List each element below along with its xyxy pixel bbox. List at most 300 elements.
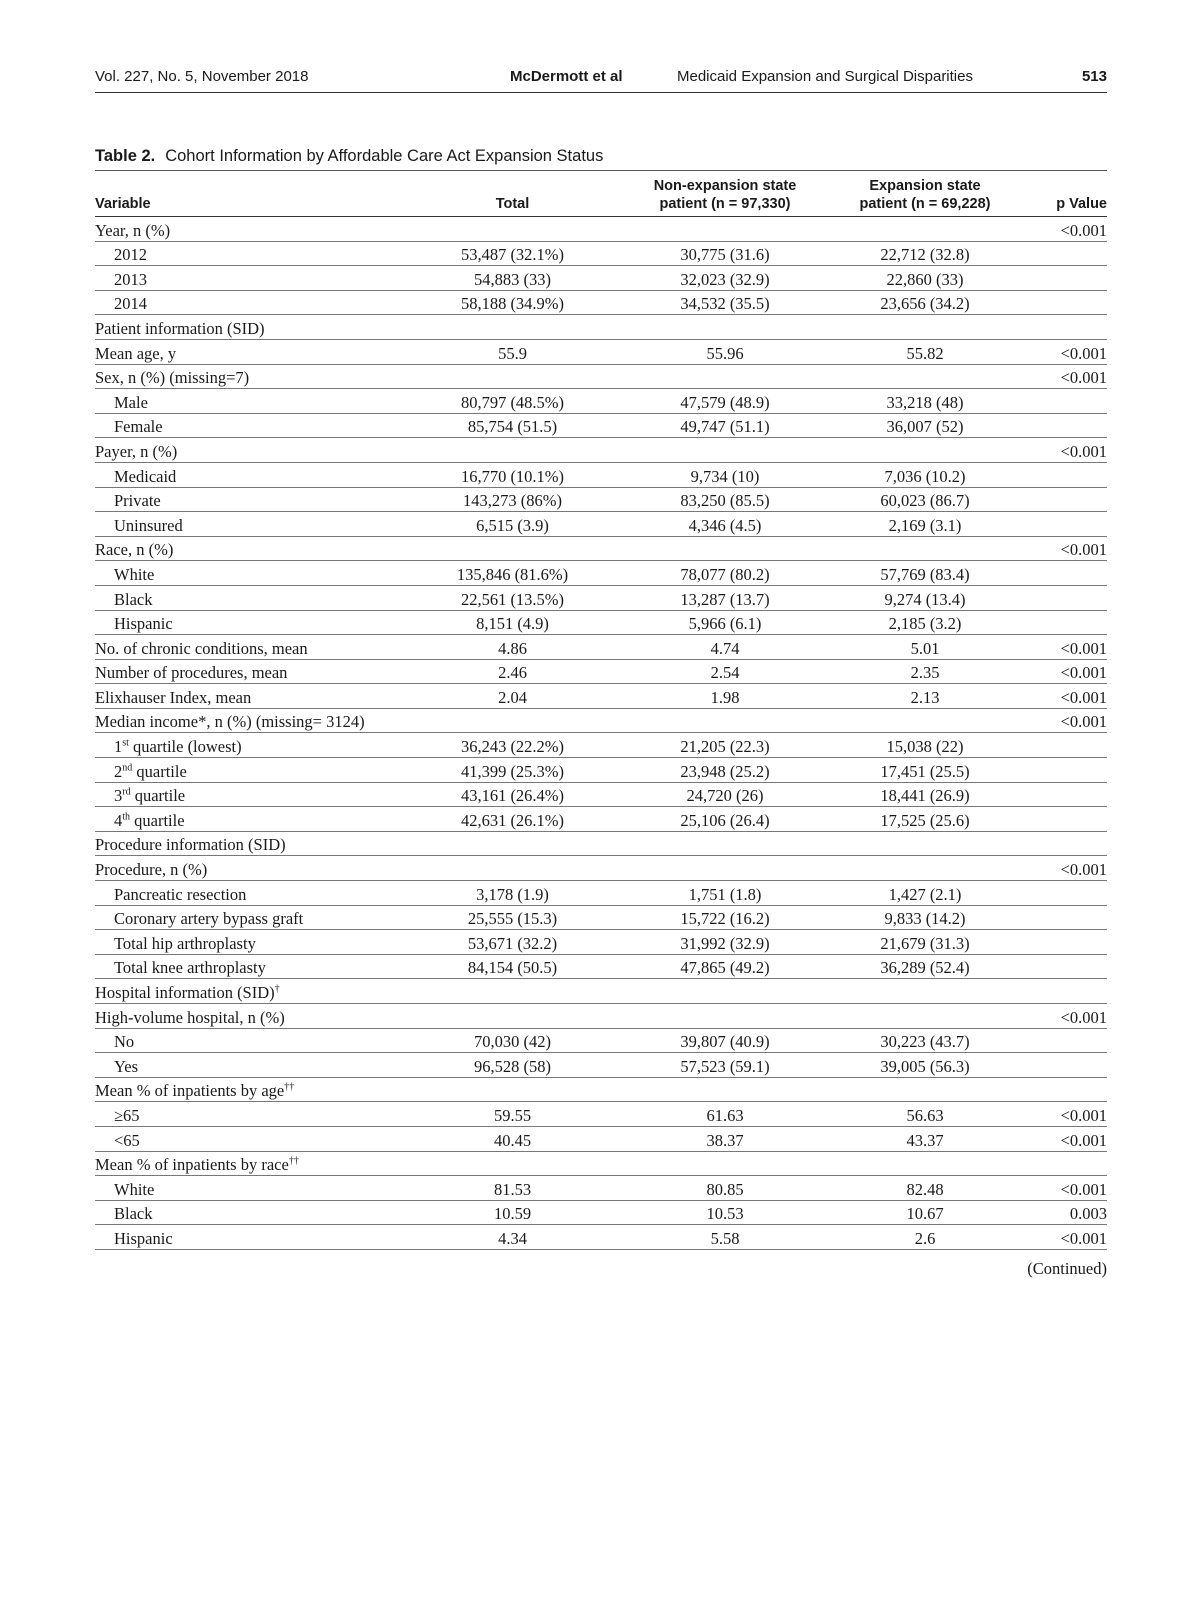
table-row	[95, 315, 1107, 340]
cell-total: 36,243 (22.2%)	[425, 733, 630, 758]
cell-nonexpansion: 32,023 (32.9)	[630, 266, 820, 291]
table-row	[95, 1077, 1107, 1102]
row-label	[95, 389, 425, 414]
table-row	[95, 512, 1107, 537]
cell-pvalue	[1030, 905, 1107, 930]
table-row	[95, 413, 1107, 438]
cell-pvalue: <0.001	[1030, 1004, 1107, 1029]
cell-expansion: 18,441 (26.9)	[820, 782, 1030, 807]
cell-expansion: 1,427 (2.1)	[820, 881, 1030, 906]
table-row	[95, 1126, 1107, 1151]
row-label-text: High-volume hospital, n (%)	[95, 1007, 285, 1027]
table-row	[95, 979, 1107, 1004]
row-label-text: Male	[114, 392, 148, 412]
cell-total: 16,770 (10.1%)	[425, 462, 630, 487]
cell-total	[425, 364, 630, 389]
row-label-text: Mean age, y	[95, 343, 177, 363]
cell-nonexpansion: 23,948 (25.2)	[630, 758, 820, 783]
cell-nonexpansion: 57,523 (59.1)	[630, 1053, 820, 1078]
cell-pvalue: <0.001	[1030, 438, 1107, 463]
table-row	[95, 881, 1107, 906]
cell-total: 80,797 (48.5%)	[425, 389, 630, 414]
cell-nonexpansion: 47,579 (48.9)	[630, 389, 820, 414]
cell-nonexpansion: 39,807 (40.9)	[630, 1028, 820, 1053]
cell-expansion	[820, 364, 1030, 389]
cell-expansion: 36,289 (52.4)	[820, 954, 1030, 979]
row-label	[95, 831, 425, 856]
cell-nonexpansion: 25,106 (26.4)	[630, 807, 820, 832]
row-label-text: 1	[114, 737, 123, 757]
row-label-text: Median income*, n (%) (missing= 3124)	[95, 712, 365, 732]
row-label-text: 4	[114, 810, 123, 830]
row-label	[95, 315, 425, 340]
row-label-text: Race, n (%)	[95, 540, 174, 560]
row-label	[95, 1200, 425, 1225]
cell-nonexpansion: 55.96	[630, 339, 820, 364]
row-label	[95, 610, 425, 635]
cell-pvalue	[1030, 315, 1107, 340]
row-label-text: Mean % of inpatients by race	[95, 1155, 289, 1175]
cell-total: 42,631 (26.1%)	[425, 807, 630, 832]
cell-pvalue	[1030, 487, 1107, 512]
table-row	[95, 684, 1107, 709]
cell-pvalue: <0.001	[1030, 1225, 1107, 1250]
cell-pvalue	[1030, 241, 1107, 266]
row-label	[95, 659, 425, 684]
table-row	[95, 1102, 1107, 1127]
row-label-text: Female	[114, 417, 163, 437]
row-label-text: Procedure, n (%)	[95, 860, 208, 880]
cell-total	[425, 315, 630, 340]
table-row	[95, 585, 1107, 610]
cell-expansion: 22,712 (32.8)	[820, 241, 1030, 266]
row-label-text: Procedure information (SID)	[95, 835, 286, 855]
article-authors: McDermott et al	[510, 68, 623, 85]
cell-pvalue	[1030, 1053, 1107, 1078]
cell-expansion	[820, 979, 1030, 1004]
row-label	[95, 930, 425, 955]
row-label	[95, 585, 425, 610]
cell-nonexpansion: 61.63	[630, 1102, 820, 1127]
table-row	[95, 1225, 1107, 1250]
cell-expansion: 2,169 (3.1)	[820, 512, 1030, 537]
table-row	[95, 733, 1107, 758]
table-row	[95, 782, 1107, 807]
cell-total: 58,188 (34.9%)	[425, 290, 630, 315]
row-label-text: Total knee arthroplasty	[114, 958, 266, 978]
cell-nonexpansion: 49,747 (51.1)	[630, 413, 820, 438]
cell-pvalue: <0.001	[1030, 659, 1107, 684]
table-row	[95, 1151, 1107, 1176]
cell-total	[425, 1151, 630, 1176]
row-label	[95, 684, 425, 709]
cell-expansion: 2,185 (3.2)	[820, 610, 1030, 635]
row-label	[95, 241, 425, 266]
header-expansion	[820, 171, 1030, 217]
cell-pvalue: <0.001	[1030, 1176, 1107, 1201]
table-row	[95, 659, 1107, 684]
row-label-text: White	[114, 564, 155, 584]
row-label	[95, 733, 425, 758]
row-label-superscript: †	[274, 983, 280, 995]
cell-expansion	[820, 831, 1030, 856]
row-label-text: 2	[114, 761, 123, 781]
cell-nonexpansion: 30,775 (31.6)	[630, 241, 820, 266]
table-row	[95, 438, 1107, 463]
cell-pvalue: <0.001	[1030, 1126, 1107, 1151]
table-row	[95, 266, 1107, 291]
table-row	[95, 930, 1107, 955]
row-label	[95, 438, 425, 463]
row-label	[95, 954, 425, 979]
cell-expansion: 43.37	[820, 1126, 1030, 1151]
row-label	[95, 905, 425, 930]
row-label	[95, 487, 425, 512]
cell-total	[425, 831, 630, 856]
cell-pvalue	[1030, 512, 1107, 537]
cell-expansion	[820, 1077, 1030, 1102]
row-label-text: No	[114, 1032, 135, 1052]
row-label-text: Year, n (%)	[95, 220, 171, 240]
cell-nonexpansion: 1,751 (1.8)	[630, 881, 820, 906]
cell-nonexpansion: 24,720 (26)	[630, 782, 820, 807]
row-label-text: 2013	[114, 269, 147, 289]
row-label-text: Coronary artery bypass graft	[114, 909, 304, 929]
table-row	[95, 610, 1107, 635]
table-row	[95, 1200, 1107, 1225]
cell-nonexpansion: 78,077 (80.2)	[630, 561, 820, 586]
cell-expansion: 15,038 (22)	[820, 733, 1030, 758]
cell-total: 135,846 (81.6%)	[425, 561, 630, 586]
row-label	[95, 339, 425, 364]
cell-expansion	[820, 708, 1030, 733]
row-label	[95, 1225, 425, 1250]
cell-pvalue	[1030, 389, 1107, 414]
cell-nonexpansion: 1.98	[630, 684, 820, 709]
cell-total: 53,671 (32.2)	[425, 930, 630, 955]
cell-expansion: 36,007 (52)	[820, 413, 1030, 438]
cell-total: 81.53	[425, 1176, 630, 1201]
cell-total: 4.34	[425, 1225, 630, 1250]
cell-pvalue: 0.003	[1030, 1200, 1107, 1225]
table-body	[95, 217, 1107, 1250]
row-label-text: No. of chronic conditions, mean	[95, 638, 308, 658]
table-row	[95, 339, 1107, 364]
table-label: Table 2.	[95, 147, 156, 165]
cell-expansion: 55.82	[820, 339, 1030, 364]
cell-pvalue	[1030, 1028, 1107, 1053]
cell-nonexpansion: 10.53	[630, 1200, 820, 1225]
cell-total	[425, 536, 630, 561]
row-label-superscript: th	[122, 811, 131, 823]
cell-nonexpansion	[630, 364, 820, 389]
row-label-text: Private	[114, 491, 161, 511]
cell-total: 8,151 (4.9)	[425, 610, 630, 635]
row-label-text: Pancreatic resection	[114, 884, 247, 904]
row-label	[95, 1053, 425, 1078]
page-number: 513	[1081, 68, 1107, 85]
table-row	[95, 856, 1107, 881]
cell-expansion: 21,679 (31.3)	[820, 930, 1030, 955]
row-label	[95, 561, 425, 586]
cell-total: 96,528 (58)	[425, 1053, 630, 1078]
row-label-text: ≥65	[114, 1105, 140, 1125]
cell-total	[425, 438, 630, 463]
cell-expansion	[820, 315, 1030, 340]
table-row	[95, 1028, 1107, 1053]
cell-nonexpansion: 4.74	[630, 635, 820, 660]
row-label	[95, 512, 425, 537]
cell-pvalue	[1030, 881, 1107, 906]
row-label-text: Number of procedures, mean	[95, 663, 288, 683]
journal-volume: Vol. 227, No. 5, November 2018	[95, 68, 309, 85]
cell-total: 4.86	[425, 635, 630, 660]
cell-total	[425, 708, 630, 733]
row-label	[95, 266, 425, 291]
cell-pvalue: <0.001	[1030, 635, 1107, 660]
cell-pvalue: <0.001	[1030, 1102, 1107, 1127]
cell-pvalue: <0.001	[1030, 217, 1107, 242]
row-label-text: Elixhauser Index, mean	[95, 687, 252, 707]
row-label	[95, 1176, 425, 1201]
cell-pvalue	[1030, 979, 1107, 1004]
row-label-rest: quartile (lowest)	[128, 737, 242, 757]
table-title: Cohort Information by Affordable Care Act Expansion Status	[165, 147, 604, 165]
table-caption	[95, 147, 603, 166]
cell-pvalue: <0.001	[1030, 856, 1107, 881]
cell-nonexpansion: 9,734 (10)	[630, 462, 820, 487]
table-row	[95, 1004, 1107, 1029]
row-label-text: Medicaid	[114, 466, 177, 486]
cell-nonexpansion: 5,966 (6.1)	[630, 610, 820, 635]
cell-nonexpansion: 5.58	[630, 1225, 820, 1250]
cell-expansion: 10.67	[820, 1200, 1030, 1225]
cell-expansion: 39,005 (56.3)	[820, 1053, 1030, 1078]
cell-total: 22,561 (13.5%)	[425, 585, 630, 610]
row-label	[95, 290, 425, 315]
row-label	[95, 1077, 425, 1102]
cell-total: 3,178 (1.9)	[425, 881, 630, 906]
row-label-superscript: ††	[288, 1155, 299, 1167]
cell-expansion: 2.13	[820, 684, 1030, 709]
cell-nonexpansion: 21,205 (22.3)	[630, 733, 820, 758]
cell-total	[425, 1004, 630, 1029]
cell-pvalue: <0.001	[1030, 536, 1107, 561]
cell-pvalue: <0.001	[1030, 708, 1107, 733]
cell-total: 10.59	[425, 1200, 630, 1225]
header-pvalue: p Value	[1030, 171, 1107, 217]
header-nonexpansion-line1: Non-expansion state	[653, 178, 797, 194]
cell-total	[425, 1077, 630, 1102]
header-total: Total	[425, 171, 630, 217]
cell-expansion: 2.35	[820, 659, 1030, 684]
cohort-table	[95, 170, 1107, 1250]
header-expansion-line1: Expansion state	[869, 178, 981, 194]
row-label-text: 3	[114, 786, 123, 806]
cell-nonexpansion: 80.85	[630, 1176, 820, 1201]
cell-nonexpansion	[630, 1004, 820, 1029]
cell-nonexpansion	[630, 831, 820, 856]
cell-pvalue: <0.001	[1030, 684, 1107, 709]
cell-pvalue	[1030, 1151, 1107, 1176]
cell-total: 43,161 (26.4%)	[425, 782, 630, 807]
cell-total: 54,883 (33)	[425, 266, 630, 291]
cell-pvalue	[1030, 266, 1107, 291]
row-label	[95, 462, 425, 487]
cell-nonexpansion: 34,532 (35.5)	[630, 290, 820, 315]
row-label-text: Patient information (SID)	[95, 318, 265, 338]
cell-nonexpansion: 83,250 (85.5)	[630, 487, 820, 512]
header-nonexpansion	[630, 171, 820, 217]
cell-nonexpansion: 4,346 (4.5)	[630, 512, 820, 537]
cell-expansion: 2.6	[820, 1225, 1030, 1250]
cell-nonexpansion	[630, 536, 820, 561]
table-row	[95, 1053, 1107, 1078]
row-label	[95, 413, 425, 438]
row-label-text: Black	[114, 589, 153, 609]
table-row	[95, 635, 1107, 660]
row-label-rest: quartile	[130, 810, 185, 830]
row-label-text: Total hip arthroplasty	[114, 933, 256, 953]
cell-pvalue	[1030, 758, 1107, 783]
cell-total: 70,030 (42)	[425, 1028, 630, 1053]
cell-expansion	[820, 536, 1030, 561]
row-label-text: Hispanic	[114, 1228, 173, 1248]
row-label	[95, 708, 425, 733]
cell-pvalue	[1030, 807, 1107, 832]
row-label-text: Sex, n (%) (missing=7)	[95, 368, 250, 388]
article-short-title: Medicaid Expansion and Surgical Disparities	[677, 68, 973, 85]
cell-total: 2.04	[425, 684, 630, 709]
row-label-text: Mean % of inpatients by age	[95, 1081, 285, 1101]
cell-pvalue	[1030, 831, 1107, 856]
table-row	[95, 758, 1107, 783]
cell-expansion: 56.63	[820, 1102, 1030, 1127]
table-row	[95, 536, 1107, 561]
row-label-rest: quartile	[132, 761, 187, 781]
table-header-row	[95, 171, 1107, 217]
cell-nonexpansion: 38.37	[630, 1126, 820, 1151]
cell-total: 6,515 (3.9)	[425, 512, 630, 537]
cell-nonexpansion: 31,992 (32.9)	[630, 930, 820, 955]
cell-expansion: 22,860 (33)	[820, 266, 1030, 291]
cell-pvalue	[1030, 930, 1107, 955]
cell-expansion	[820, 217, 1030, 242]
cell-expansion	[820, 438, 1030, 463]
row-label-text: Hospital information (SID)	[95, 983, 275, 1002]
cell-expansion: 17,451 (25.5)	[820, 758, 1030, 783]
header-expansion-line2: patient (n = 69,228)	[859, 196, 991, 212]
cell-total: 143,273 (86%)	[425, 487, 630, 512]
cell-expansion: 82.48	[820, 1176, 1030, 1201]
cell-nonexpansion: 47,865 (49.2)	[630, 954, 820, 979]
cell-pvalue: <0.001	[1030, 364, 1107, 389]
cell-expansion	[820, 1151, 1030, 1176]
row-label	[95, 1151, 425, 1176]
cell-nonexpansion: 2.54	[630, 659, 820, 684]
row-label-text: <65	[114, 1130, 140, 1150]
cell-nonexpansion	[630, 217, 820, 242]
row-label	[95, 217, 425, 242]
cell-pvalue	[1030, 954, 1107, 979]
cell-total: 25,555 (15.3)	[425, 905, 630, 930]
cell-pvalue	[1030, 782, 1107, 807]
cell-pvalue	[1030, 462, 1107, 487]
header-nonexpansion-line2: patient (n = 97,330)	[659, 196, 791, 212]
cell-pvalue	[1030, 290, 1107, 315]
cell-total	[425, 856, 630, 881]
cell-total: 53,487 (32.1%)	[425, 241, 630, 266]
table-row	[95, 905, 1107, 930]
table-row	[95, 561, 1107, 586]
cell-total	[425, 979, 630, 1004]
cell-expansion: 23,656 (34.2)	[820, 290, 1030, 315]
table-row	[95, 462, 1107, 487]
cell-nonexpansion	[630, 1151, 820, 1176]
cell-nonexpansion	[630, 708, 820, 733]
cell-expansion: 57,769 (83.4)	[820, 561, 1030, 586]
cell-expansion: 9,833 (14.2)	[820, 905, 1030, 930]
cell-nonexpansion	[630, 438, 820, 463]
cell-nonexpansion	[630, 856, 820, 881]
row-label	[95, 1126, 425, 1151]
row-label-text: Hispanic	[114, 614, 173, 634]
cell-pvalue: <0.001	[1030, 339, 1107, 364]
table-row	[95, 487, 1107, 512]
row-label	[95, 536, 425, 561]
cell-nonexpansion	[630, 1077, 820, 1102]
cell-total: 59.55	[425, 1102, 630, 1127]
row-label-text: 2012	[114, 245, 147, 265]
row-label	[95, 856, 425, 881]
row-label	[95, 1028, 425, 1053]
row-label	[95, 758, 425, 783]
cell-expansion: 30,223 (43.7)	[820, 1028, 1030, 1053]
table-row	[95, 290, 1107, 315]
cell-pvalue	[1030, 733, 1107, 758]
row-label	[95, 782, 425, 807]
continued-note: (Continued)	[1027, 1259, 1107, 1278]
row-label-text: Yes	[114, 1056, 139, 1076]
row-label	[95, 1102, 425, 1127]
cell-expansion: 7,036 (10.2)	[820, 462, 1030, 487]
cell-nonexpansion: 13,287 (13.7)	[630, 585, 820, 610]
row-label	[95, 881, 425, 906]
row-label-text: Black	[114, 1204, 153, 1224]
cell-nonexpansion	[630, 979, 820, 1004]
cell-expansion: 9,274 (13.4)	[820, 585, 1030, 610]
table-row	[95, 389, 1107, 414]
row-label-superscript: nd	[122, 762, 133, 774]
row-label-superscript: ††	[284, 1081, 295, 1093]
cell-total: 84,154 (50.5)	[425, 954, 630, 979]
cell-expansion: 33,218 (48)	[820, 389, 1030, 414]
row-label-superscript: rd	[122, 786, 131, 798]
cell-total	[425, 217, 630, 242]
row-label-text: Uninsured	[114, 515, 183, 535]
row-label	[95, 364, 425, 389]
table-row	[95, 807, 1107, 832]
cell-pvalue	[1030, 561, 1107, 586]
row-label-text: 2014	[114, 294, 147, 314]
cell-expansion: 60,023 (86.7)	[820, 487, 1030, 512]
table-row	[95, 241, 1107, 266]
cell-pvalue	[1030, 610, 1107, 635]
table-row	[95, 831, 1107, 856]
row-label-rest: quartile	[130, 786, 186, 806]
cell-total: 40.45	[425, 1126, 630, 1151]
row-label	[95, 979, 425, 1004]
